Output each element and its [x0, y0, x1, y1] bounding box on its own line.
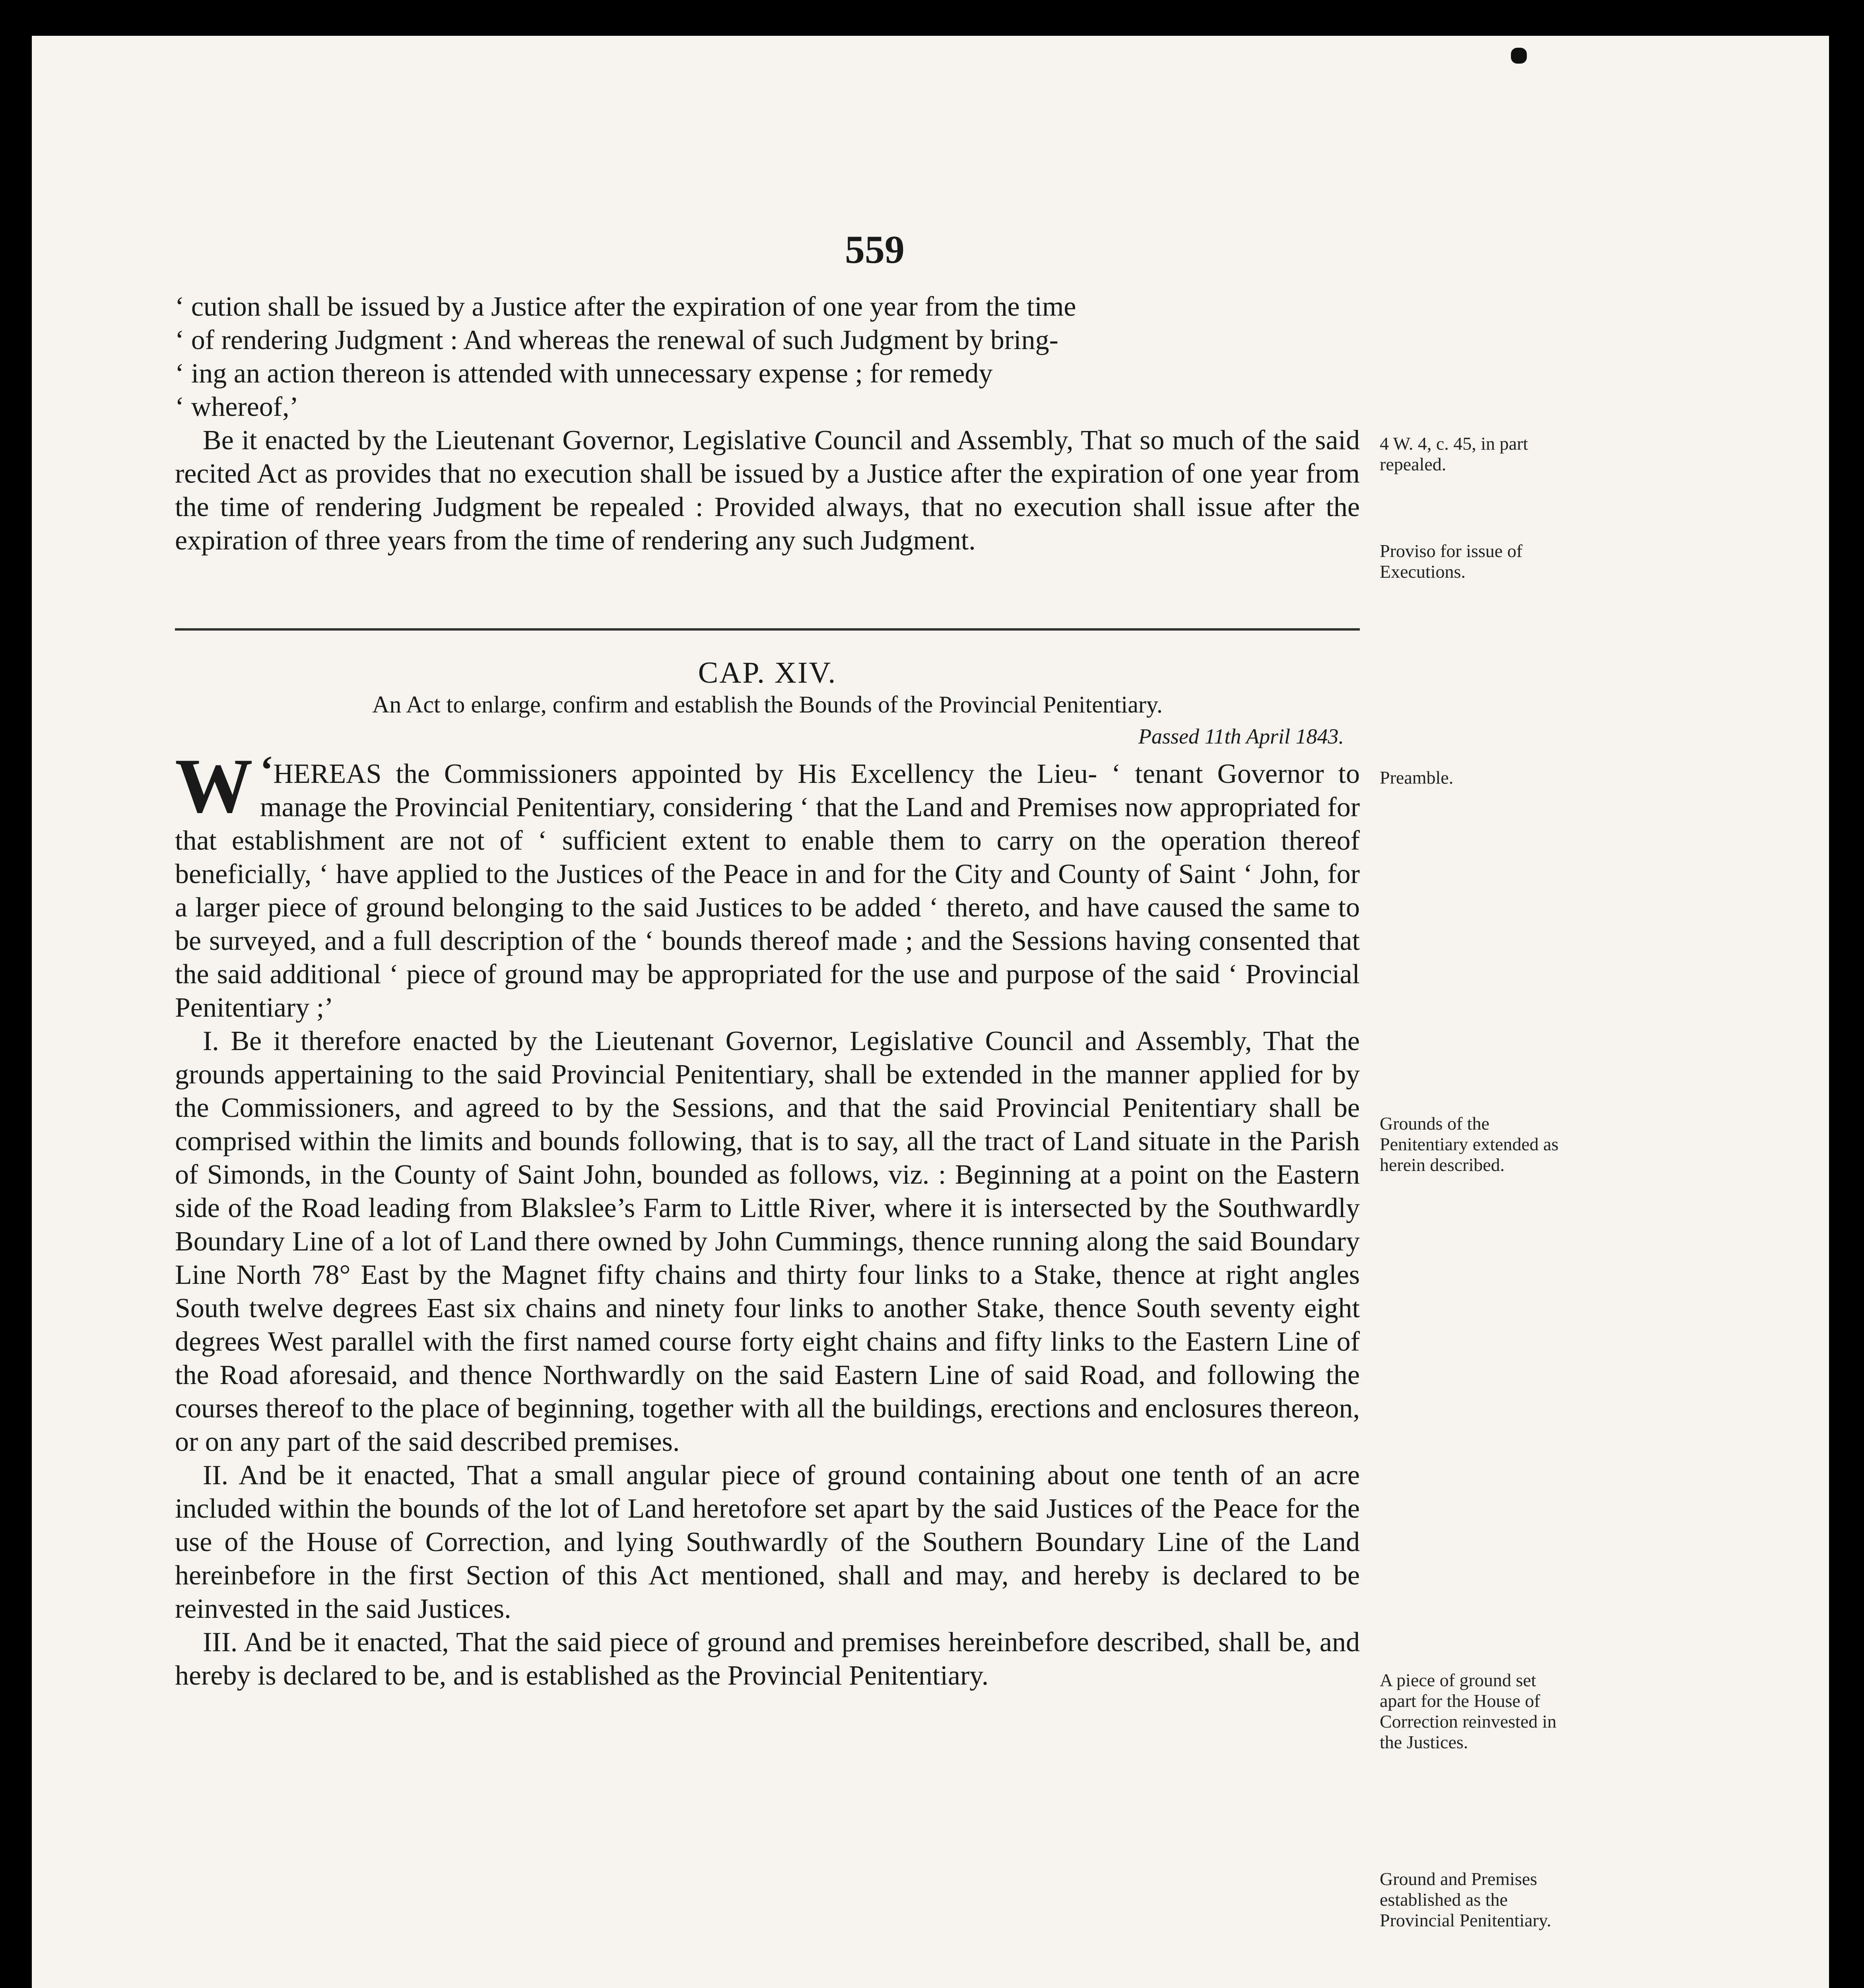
ink-speck [1511, 48, 1527, 64]
opening-enactment: Be it enacted by the Lieutenant Governor, Legislative Council and Assembly, That so much of the said recited Act as provides that no execution shall be issued by a Justice after the expiration of one year from the time of rendering Judgment be repealed : Provided always, that no execution shall issue after the expiration of three years from the time of rendering any such Judgment. [175, 425, 1360, 556]
cap-xiv-block [175, 656, 1360, 1693]
opening-block [175, 290, 1360, 557]
opening-quote-mark: ‘ [260, 747, 274, 792]
margin-note-grounds: Grounds of the Penitentiary extended as herein described. [1380, 1113, 1559, 1175]
opening-line: ‘ cution shall be issued by a Justice after the expiration of one year from the time [175, 291, 1076, 322]
drop-cap: W [175, 743, 253, 829]
margin-note-repealed: 4 W. 4, c. 45, in part repealed. [1380, 433, 1528, 474]
cap-xiv-preamble-text: HEREAS the Commissioners appointed by His Excellency the Lieu- ‘ tenant Governor to manage the Provincial Penitentiary, considering ‘ that the Land and Premises now appropriated for that establishment are not of ‘ sufficient extent to enable them to carry on the operation thereof beneficially, ‘ have applied to the Justices of the Peace in and for the City and County of Saint ‘ John, for a larger piece of ground belonging to the said Justices to be added ‘ thereto, and have caused the same to be surveyed, and a full description of the ‘ bounds thereof made ; and the Sessions having consented that the said additional ‘ piece of ground may be appropriated for the use and purpose of the said ‘ Provincial Penitentiary ;’ [175, 759, 1360, 1023]
cap-xiv-title: CAP. XIV. [698, 656, 837, 689]
section-divider [175, 628, 1360, 631]
opening-line: ‘ whereof,’ [175, 392, 299, 422]
margin-note-preamble: Preamble. [1380, 767, 1454, 788]
document-page [32, 36, 1829, 1988]
cap-xiv-section-2: II. And be it enacted, That a small angular piece of ground containing about one tenth of an acre included within the bounds of the lot of Land heretofore set apart by the said Justices of the Peace for the use of the House of Correction, and lying Southwardly of the Southern Boundary Line of the Land hereinbefore in the first Section of this Act mentioned, shall and may, and hereby is declared to be reinvested in the said Justices. [175, 1460, 1360, 1624]
margin-note-proviso: Proviso for issue of Executions. [1380, 541, 1523, 582]
opening-line: ‘ of rendering Judgment : And whereas the renewal of such Judgment by bring- [175, 325, 1058, 355]
margin-note-reinvested: A piece of ground set apart for the House of Correction reinvested in the Justices. [1380, 1670, 1557, 1752]
margin-note-established: Ground and Premises established as the Provincial Penitentiary. [1380, 1869, 1551, 1930]
page-number: 559 [845, 227, 905, 272]
cap-xiv-act-title: An Act to enlarge, confirm and establish the Bounds of the Provincial Penitentiary. [372, 691, 1163, 718]
cap-xiv-section-1: I. Be it therefore enacted by the Lieutenant Governor, Legislative Council and Assembly, That the grounds appertaining to the said Provincial Penitentiary, shall be extended in the manner applied for by the Commissioners, and agreed to by the Sessions, and that the said Provincial Penitentiary shall be comprised within the limits and bounds following, that is to say, all the tract of Land situate in the Parish of Simonds, in the County of Saint John, bounded as follows, viz. : Beginning at a point on the Eastern side of the Road leading from Blakslee’s Farm to Little River, where it is intersected by the Southwardly Boundary Line of a lot of Land there owned by John Cummings, thence running along the said Boundary Line North 78° East by the Magnet fifty chains and thirty four links to a Stake, thence at right angles South twelve degrees East six chains and ninety four links to another Stake, thence South seventy eight degrees West parallel with the first named course forty eight chains and fifty links to the Eastern Line of the Road aforesaid, and thence Northwardly on the said Eastern Line of said Road, and following the courses thereof to the place of beginning, together with all the buildings, erections and enclosures thereon, or on any part of the said described premises. [175, 1026, 1360, 1457]
opening-line: ‘ ing an action thereon is attended with unnecessary expense ; for remedy [175, 358, 993, 389]
cap-xiv-passed-date: Passed 11th April 1843. [1138, 724, 1344, 748]
cap-xiv-section-3: III. And be it enacted, That the said piece of ground and premises hereinbefore described, shall be, and hereby is declared to be, and is established as the Provincial Penitentiary. [175, 1627, 1360, 1691]
cap-xiv-preamble [175, 743, 1360, 1025]
